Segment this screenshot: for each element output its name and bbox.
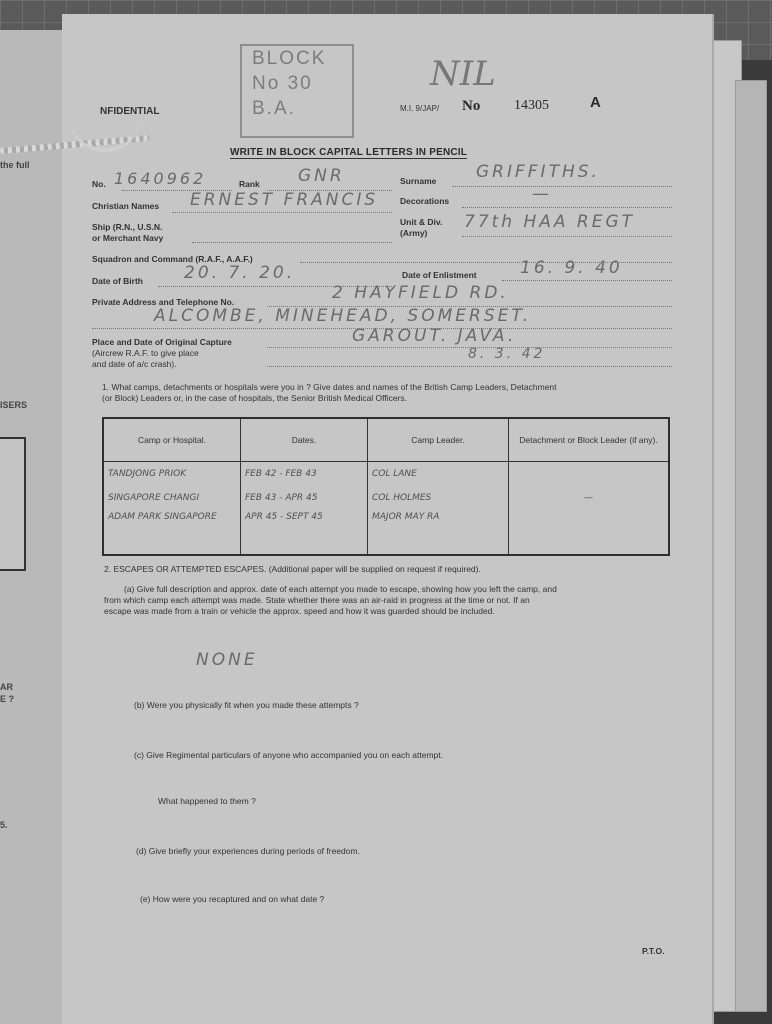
left-fragment-5: 5. xyxy=(0,820,8,830)
number-label: No xyxy=(462,98,481,114)
block-stamp xyxy=(240,44,354,138)
christian-dotted-line xyxy=(172,212,392,213)
christian-names-label: Christian Names xyxy=(92,201,160,211)
service-number-label: No. xyxy=(92,179,106,189)
unit-value: 77th HAA REGT xyxy=(464,212,636,232)
form-sheet xyxy=(62,14,712,1024)
camp-cell: TANDJONG PRIOK xyxy=(103,462,241,487)
question-2e: (e) How were you recaptured and on what date ? xyxy=(140,894,325,904)
capture-value-date: 8. 3. 42 xyxy=(468,346,546,362)
unit-label-1: Unit & Div. xyxy=(400,217,443,227)
header-camp-leader: Camp Leader. xyxy=(368,418,509,462)
leader-cell: MAJOR MAY RA xyxy=(368,510,509,555)
camp-cell: ADAM PARK SINGAPORE xyxy=(103,510,241,555)
please-turn-over: P.T.O. xyxy=(642,946,665,956)
service-number-value: 1640962 xyxy=(114,169,207,188)
question-2c-followup: What happened to them ? xyxy=(158,796,256,806)
capture-value-place: GAROUT. JAVA. xyxy=(352,326,517,346)
decorations-dotted-line xyxy=(462,207,672,208)
rank-value: GNR xyxy=(298,166,345,186)
dates-cell: APR 45 - SEPT 45 xyxy=(241,510,368,555)
enlistment-value: 16. 9. 40 xyxy=(520,258,623,278)
question-2a-line-3: escape was made from a train or vehicle the approx. speed and how it was guarded should be included. xyxy=(104,606,495,616)
enlistment-label: Date of Enlistment xyxy=(402,270,477,280)
decorations-label: Decorations xyxy=(400,196,450,206)
dates-cell: FEB 43 - APR 45 xyxy=(241,486,368,510)
date-of-birth-value: 20. 7. 20. xyxy=(184,263,296,283)
left-page-table-edge xyxy=(0,437,26,571)
address-value-line-1: 2 HAYFIELD RD. xyxy=(332,283,509,303)
table-row xyxy=(103,510,669,555)
address-value-line-2: ALCOMBE, MINEHEAD, SOMERSET. xyxy=(154,306,532,326)
stamp-line-1: BLOCK xyxy=(252,48,327,69)
leader-cell: COL LANE xyxy=(368,462,509,487)
camps-table-header-row xyxy=(103,418,669,462)
header-dates: Dates. xyxy=(241,418,368,462)
left-fragment-full: the full xyxy=(0,160,30,170)
form-title: WRITE IN BLOCK CAPITAL LETTERS IN PENCIL xyxy=(230,147,468,158)
question-2c: (c) Give Regimental particulars of anyone who accompanied you on each attempt. xyxy=(134,750,443,760)
address-dotted-line-1 xyxy=(267,306,672,307)
table-row xyxy=(103,462,669,487)
nil-mark: NIL xyxy=(430,54,496,94)
dates-cell: FEB 42 - FEB 43 xyxy=(241,462,368,487)
decorations-value: — xyxy=(532,184,552,204)
question-2a-line-1: (a) Give full description and approx. date of each attempt you made to escape, showing how you left the camp, and xyxy=(124,584,557,594)
camps-table xyxy=(102,417,670,556)
capture-label-1: Place and Date of Original Capture xyxy=(92,337,232,347)
address-label: Private Address and Telephone No. xyxy=(92,297,235,307)
question-2a-line-2: from which camp each attempt was made. State whether there was an air-raid in progress at the time or not. If an xyxy=(104,595,530,605)
confidential-label: NFIDENTIAL xyxy=(100,106,160,117)
stamp-line-2: No 30 xyxy=(252,73,313,94)
surname-label: Surname xyxy=(400,176,437,186)
christian-names-value: ERNEST FRANCIS xyxy=(190,190,379,210)
capture-dotted-line-2 xyxy=(267,366,672,367)
capture-label-3: and date of a/c crash). xyxy=(92,359,177,369)
date-of-birth-label: Date of Birth xyxy=(92,276,143,286)
form-reference: M.I. 9/JAP/ xyxy=(400,104,440,113)
ship-label-1: Ship (R.N., U.S.N. xyxy=(92,222,163,232)
page-stack-far-right xyxy=(735,80,767,1012)
left-fragment-isers: ISERS xyxy=(0,400,28,410)
header-camp-or-hospital: Camp or Hospital. xyxy=(103,418,241,462)
detachment-cell: — xyxy=(509,486,670,510)
squadron-label: Squadron and Command (R.A.F., A.A.F.) xyxy=(92,254,253,264)
unit-label-2: (Army) xyxy=(400,228,428,238)
capture-dotted-line-1 xyxy=(267,347,672,348)
leader-cell: COL HOLMES xyxy=(368,486,509,510)
capture-label-2: (Aircrew R.A.F. to give place xyxy=(92,348,199,358)
surname-value: GRIFFITHS. xyxy=(476,162,600,182)
question-1-line-1: 1. What camps, detachments or hospitals were you in ? Give dates and names of the British Camp Leaders, Detachment xyxy=(102,382,557,392)
camp-cell: SINGAPORE CHANGI xyxy=(103,486,241,510)
detachment-cell xyxy=(509,510,670,555)
serial-suffix: A xyxy=(590,94,601,111)
left-fragment-e: E ? xyxy=(0,694,15,704)
left-fragment-ar: AR xyxy=(0,682,13,692)
question-1-line-2: (or Block) Leaders or, in the case of hospitals, the Senior British Medical Officers. xyxy=(102,393,408,403)
detachment-cell xyxy=(509,462,670,487)
table-row xyxy=(103,486,669,510)
rank-label: Rank xyxy=(239,179,260,189)
unit-dotted-line xyxy=(462,236,672,237)
ship-dotted-line xyxy=(192,242,392,243)
question-2d: (d) Give briefly your experiences during periods of freedom. xyxy=(136,846,360,856)
question-2b: (b) Were you physically fit when you made these attempts ? xyxy=(134,700,359,710)
question-2-heading: 2. ESCAPES OR ATTEMPTED ESCAPES. (Additional paper will be supplied on request if required). xyxy=(104,564,481,574)
escape-answer: NONE xyxy=(196,650,258,670)
surname-dotted-line xyxy=(452,186,672,187)
header-detachment-leader: Detachment or Block Leader (if any). xyxy=(509,418,670,462)
ship-label-2: or Merchant Navy xyxy=(92,233,164,243)
serial-number: 14305 xyxy=(514,98,549,113)
stamp-line-3: B.A. xyxy=(252,98,296,119)
enlistment-dotted-line xyxy=(502,280,672,281)
